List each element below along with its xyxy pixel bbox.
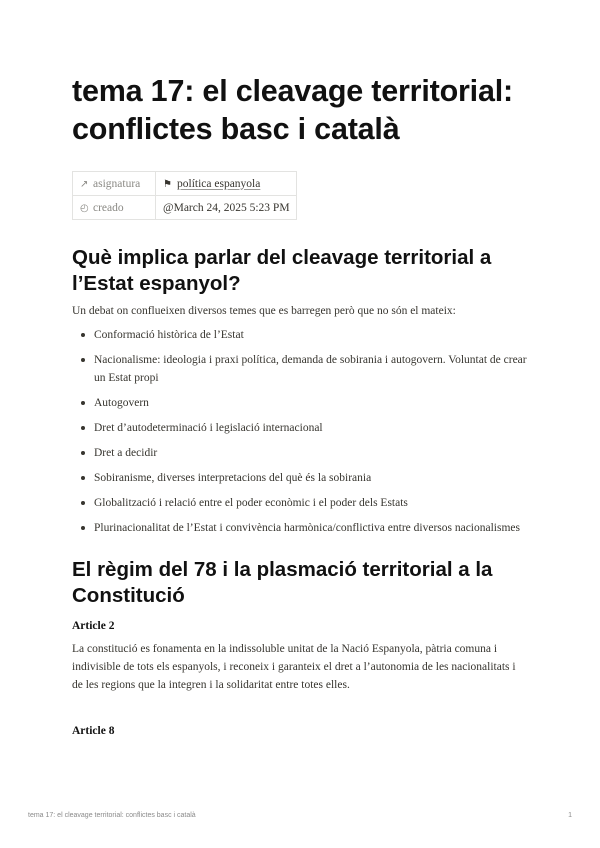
property-row-creado [73, 196, 297, 220]
created-date: @March 24, 2025 5:23 PM [163, 201, 290, 214]
list-item: Nacionalisme: ideologia i praxi política, demanda de sobirania i autogovern. Voluntat de crear un Estat propi [94, 351, 528, 387]
article-2-text: La constitució es fonamenta en la indissoluble unitat de la Nació Espanyola, pàtria comuna i indivisible de tots els espanyols, i reconeix i garanteix el dret a l’autonomia de les nacionalitats i de les regions que la integren i la solidaritat entre totes elles. [72, 643, 516, 691]
list-item: Conformació històrica de l’Estat [94, 326, 528, 344]
article-8-heading: Article 8 [72, 725, 115, 737]
property-key-label: creado [93, 201, 124, 214]
property-key-cell [73, 172, 156, 196]
document-page [72, 72, 528, 740]
clock-icon: ◴ [80, 202, 89, 214]
section-heading-regim: El règim del 78 i la plasmació territorial a la Constitució [72, 558, 493, 607]
list-item: Plurinacionalitat de l’Estat i convivència harmònica/conflictiva entre diversos nacionalismes [94, 519, 528, 537]
flag-icon: ⚑ [163, 178, 172, 190]
property-value-cell [156, 196, 297, 220]
property-value-cell [156, 172, 297, 196]
section-heading-cleavage: Què implica parlar del cleavage territorial a l’Estat espanyol? [72, 246, 492, 295]
page-number: 1 [568, 812, 572, 819]
properties-table [72, 171, 297, 220]
page-title: tema 17: el cleavage territorial: conflictes basc i català [72, 74, 513, 146]
page-footer [28, 812, 572, 819]
asignatura-link[interactable]: política espanyola [177, 177, 261, 190]
footer-title: tema 17: el cleavage territorial: conflictes basc i català [28, 812, 196, 819]
property-key-cell [73, 196, 156, 220]
bullet-list [72, 326, 528, 537]
list-item: Dret a decidir [94, 444, 528, 462]
article-2-heading: Article 2 [72, 620, 115, 632]
section-intro: Un debat on conflueixen diversos temes que es barregen però que no són el mateix: [72, 305, 456, 317]
list-item: Sobiranisme, diverses interpretacions del què és la sobirania [94, 469, 528, 487]
list-item: Dret d’autodeterminació i legislació internacional [94, 419, 528, 437]
list-item: Autogovern [94, 394, 528, 412]
property-key-label: asignatura [93, 177, 141, 190]
arrow-up-right-icon: ↗ [80, 178, 89, 190]
list-item: Globalització i relació entre el poder econòmic i el poder dels Estats [94, 494, 528, 512]
property-row-asignatura [73, 172, 297, 196]
